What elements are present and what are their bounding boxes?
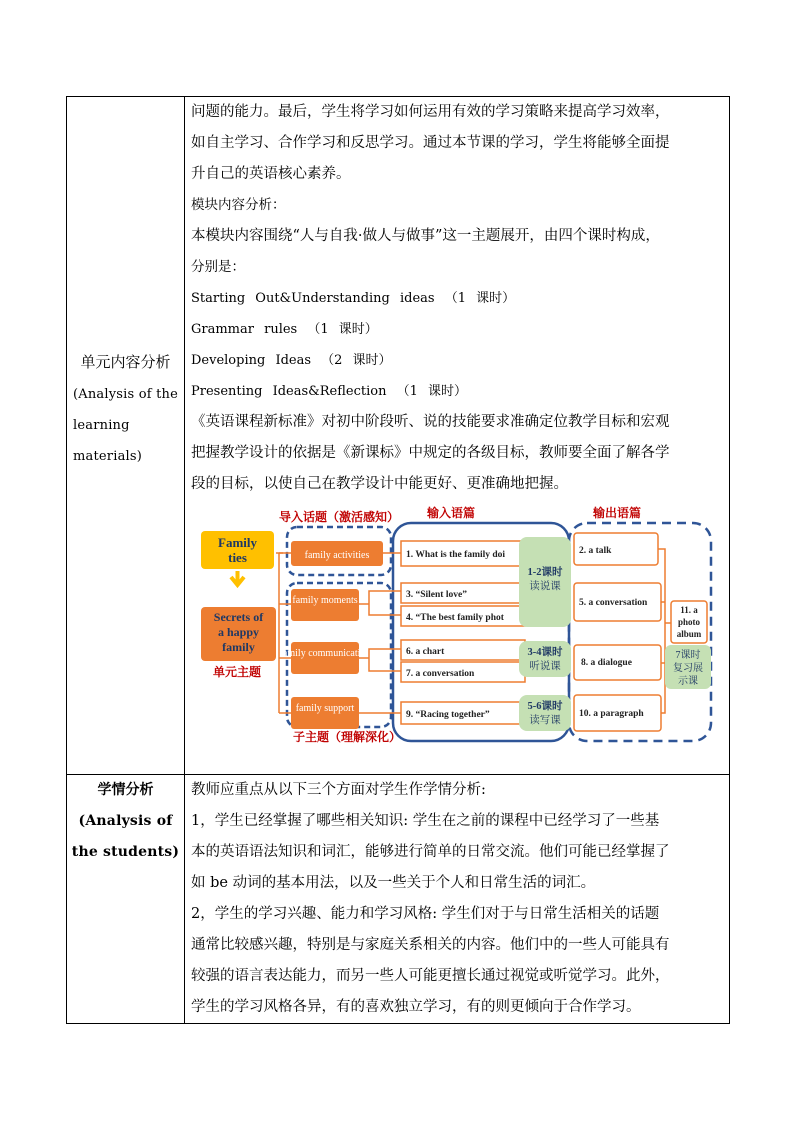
section2-label-en-2: the students) [71,844,180,860]
secrets-text: a happy [217,625,260,639]
output-text: 10. a paragraph [579,709,644,719]
unit-theme-caption: 单元主题 [212,665,262,679]
topic-text: family communication [279,648,371,659]
unit-structure-diagram [193,503,714,745]
lesson-line: Developing Ideas （2 课时） [191,353,392,368]
section2-paragraph: 教师应重点从以下三个方面对学生作学情分析: [191,782,486,798]
lesson-tag-text: 3-4课时 [527,647,563,658]
bracket-connector [279,553,291,713]
section1-closing: 《英语课程新标准》对初中阶段听、说的技能要求准确定位教学目标和宏观 [191,414,670,430]
section2-label-zh: 学情分析 [97,782,154,798]
section1-paragraph: 模块内容分析： [191,197,286,213]
output-text: 2. a talk [579,546,612,556]
section2-paragraph: 较强的语言表达能力，而另一些人可能更擅长通过视觉或听觉学习。此外， [191,968,670,984]
down-arrow-icon [231,571,244,585]
input-text: 1. What is the family doi [406,550,506,560]
section2-label-en-1: (Analysis of [78,813,173,829]
section1-label-en-1: (Analysis of the [73,387,178,402]
header-lead-in: 导入话题（激活感知） [279,510,400,524]
final-tag-text: 7课时 [675,650,701,661]
final-output-text: album [676,629,702,639]
lesson-tag-text: 5-6课时 [527,701,563,712]
header-output: 输出语篇 [592,506,642,520]
lesson-tag-text: 1-2课时 [527,567,563,578]
lesson-line: Grammar rules （1 课时） [191,322,378,337]
topic-text: family support [295,703,355,714]
input-text: 7. a conversation [406,669,475,679]
section1-label-en-2: learning [73,418,130,433]
output-text: 8. a dialogue [581,658,632,668]
family-ties-text: ties [228,550,247,565]
lesson-tag-text: 听说课 [529,661,561,672]
input-connector [359,553,401,713]
output-text: 5. a conversation [579,598,648,608]
section2-paragraph: 学生的学习风格各异，有的喜欢独立学习，有的则更倾向于合作学习。 [191,999,641,1015]
final-tag-text: 复习展 [673,663,703,674]
input-text: 4. “The best family phot [406,613,504,623]
input-text: 9. “Racing together” [406,710,490,720]
section1-paragraph: 如自主学习、合作学习和反思学习。通过本节课的学习，学生将能够全面提 [191,135,670,151]
section1-paragraph: 分别是： [191,259,245,275]
secrets-text: family [222,640,255,654]
column-divider [184,97,185,1023]
section1-paragraph: 问题的能力。最后，学生将学习如何运用有效的学习策略来提高学习效率， [191,104,670,120]
section1-label-en-3: materials) [73,449,143,464]
lesson-tag-text: 读写课 [529,715,561,726]
section2-paragraph: 通常比较感兴趣，特别是与家庭关系相关的内容。他们中的一些人可能具有 [191,937,670,953]
section2-content [191,775,723,1023]
section1-label [67,347,184,472]
topic-text: family activities [304,550,370,561]
bracket-connector [276,553,283,713]
section2-paragraph: 如 be 动词的基本用法，以及一些关于个人和日常生活的词汇。 [191,875,596,891]
section2-paragraph: 1，学生已经掌握了哪些相关知识: 学生在之前的课程中已经学习了一些基 [191,813,660,829]
section2-paragraph: 本的英语语法知识和词汇，能够进行简单的日常交流。他们可能已经掌握了 [191,844,670,860]
lesson-line: Starting Out&Understanding ideas （1 课时） [191,291,516,306]
section1-closing: 把握教学设计的依据是《新课标》中规定的各级目标，教师要全面了解各学 [191,445,670,461]
family-ties-text: Family [218,535,257,550]
section1-paragraph: 本模块内容围绕“人与自我·做人与做事”这一主题展开，由四个课时构成， [191,228,660,244]
secrets-text: Secrets of [213,610,264,624]
section2-label [67,775,184,868]
final-output-text: photo [677,617,701,627]
section1-paragraph: 升自己的英语核心素养。 [191,166,351,182]
section1-label-zh: 单元内容分析 [80,353,171,371]
section1-closing: 段的目标，以使自己在教学设计中能更好、更准确地把握。 [191,476,568,492]
sub-theme-caption: 子主题（理解深化） [293,730,402,744]
final-output-text: 11. a [680,605,698,615]
header-input: 输入语篇 [426,506,476,520]
lesson-tag-text: 读说课 [529,581,561,592]
section2-paragraph: 2，学生的学习兴趣、能力和学习风格: 学生们对于与日常生活相关的话题 [191,906,660,922]
lesson-line: Presenting Ideas&Reflection （1 课时） [191,384,467,399]
input-text: 3. “Silent love” [406,590,467,600]
topic-text: family moments [292,595,358,606]
section1-content [191,97,723,500]
input-text: 6. a chart [406,647,445,657]
final-tag-text: 示课 [678,676,698,687]
